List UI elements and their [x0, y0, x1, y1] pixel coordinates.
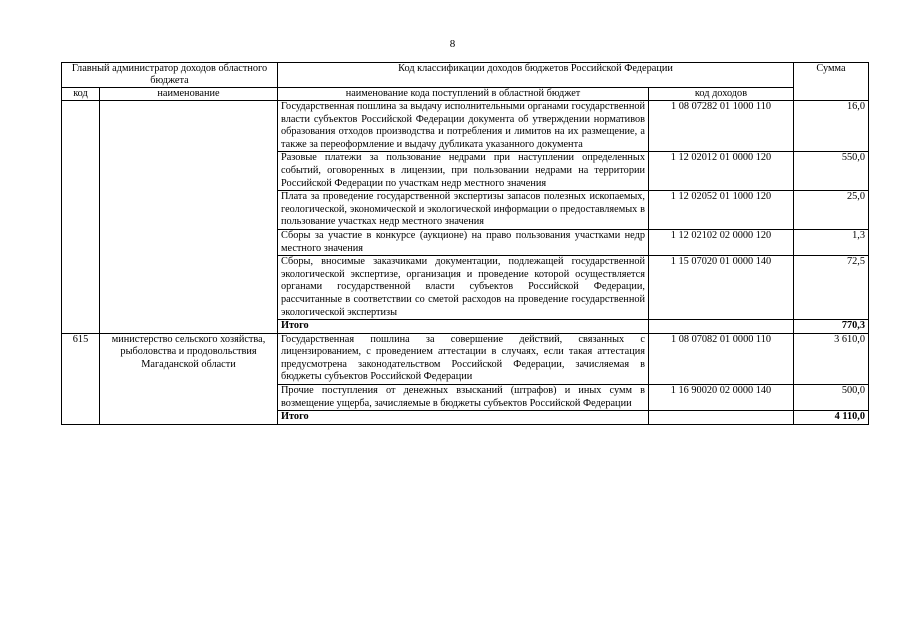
admin-code-cell-empty [62, 101, 100, 334]
income-amount: 3 610,0 [794, 333, 869, 384]
income-code: 1 08 07282 01 1000 110 [649, 101, 794, 152]
income-name: Государственная пошлина за выдачу исполнительными органами государственной власти субъектов Российской Федерации документа об утверждении нормативов образования отходов производства и потребления и лимитов на их размещение, а также за переоформление и выдачу дубликата указанного документа [278, 101, 649, 152]
header-classification-group: Код классификации доходов бюджетов Российской Федерации [278, 63, 794, 88]
income-code: 1 12 02102 02 0000 120 [649, 229, 794, 255]
income-amount: 25,0 [794, 191, 869, 230]
header-col-income-name: наименование кода поступлений в областной бюджет [278, 88, 649, 101]
income-name: Плата за проведение государственной экспертизы запасов полезных ископаемых, геологической, экономической и экологической информации о предоставляемых в пользование участках недр местного значения [278, 191, 649, 230]
header-row-2 [62, 88, 869, 101]
income-amount: 500,0 [794, 385, 869, 411]
total-amount: 770,3 [794, 320, 869, 334]
total-code-empty [649, 320, 794, 334]
table-row [62, 333, 869, 384]
income-code: 1 08 07082 01 0000 110 [649, 333, 794, 384]
admin-code: 615 [62, 333, 100, 424]
income-amount: 72,5 [794, 256, 869, 320]
income-name: Сборы, вносимые заказчиками документации, подлежащей государственной экологической экспертизе, организация и проведение которой осуществляется органами государственной власти субъектов Российской Федерации, рассчитанные в соответствии со сметой расходов на проведение государственной экологической экспертизы [278, 256, 649, 320]
income-amount: 550,0 [794, 152, 869, 191]
income-name: Прочие поступления от денежных взысканий (штрафов) и иных сумм в возмещение ущерба, зачисляемые в бюджеты субъектов Российской Федерации [278, 385, 649, 411]
income-amount: 16,0 [794, 101, 869, 152]
header-col-name: наименование [100, 88, 278, 101]
income-name: Государственная пошлина за совершение действий, связанных с лицензированием, с проведением аттестации в случаях, если такая аттестация предусмотрена законодательством Российской Федерации, зачисляемая в бюджеты субъектов Российской Федерации [278, 333, 649, 384]
admin-name: министерство сельского хозяйства, рыболовства и продовольствия Магаданской области [100, 333, 278, 424]
income-code: 1 15 07020 01 0000 140 [649, 256, 794, 320]
total-amount: 4 110,0 [794, 411, 869, 425]
income-name: Разовые платежи за пользование недрами при наступлении определенных событий, оговоренных в лицензии, при пользовании недрами на территории Российской Федерации по участкам недр местного значения [278, 152, 649, 191]
total-label: Итого [278, 320, 649, 334]
table-row [62, 101, 869, 152]
income-amount: 1,3 [794, 229, 869, 255]
total-code-empty [649, 411, 794, 425]
page-number: 8 [449, 38, 456, 50]
admin-name-cell-empty [100, 101, 278, 334]
income-code: 1 12 02012 01 0000 120 [649, 152, 794, 191]
income-name: Сборы за участие в конкурсе (аукционе) на право пользования участками недр местного значения [278, 229, 649, 255]
header-amount: Сумма [794, 63, 869, 101]
header-col-code: код [62, 88, 100, 101]
header-row-1 [62, 63, 869, 88]
header-admin-group: Главный администратор доходов областного бюджета [62, 63, 278, 88]
header-col-income-code: код доходов [649, 88, 794, 101]
total-label: Итого [278, 411, 649, 425]
income-table [61, 62, 869, 425]
income-code: 1 12 02052 01 1000 120 [649, 191, 794, 230]
income-code: 1 16 90020 02 0000 140 [649, 385, 794, 411]
